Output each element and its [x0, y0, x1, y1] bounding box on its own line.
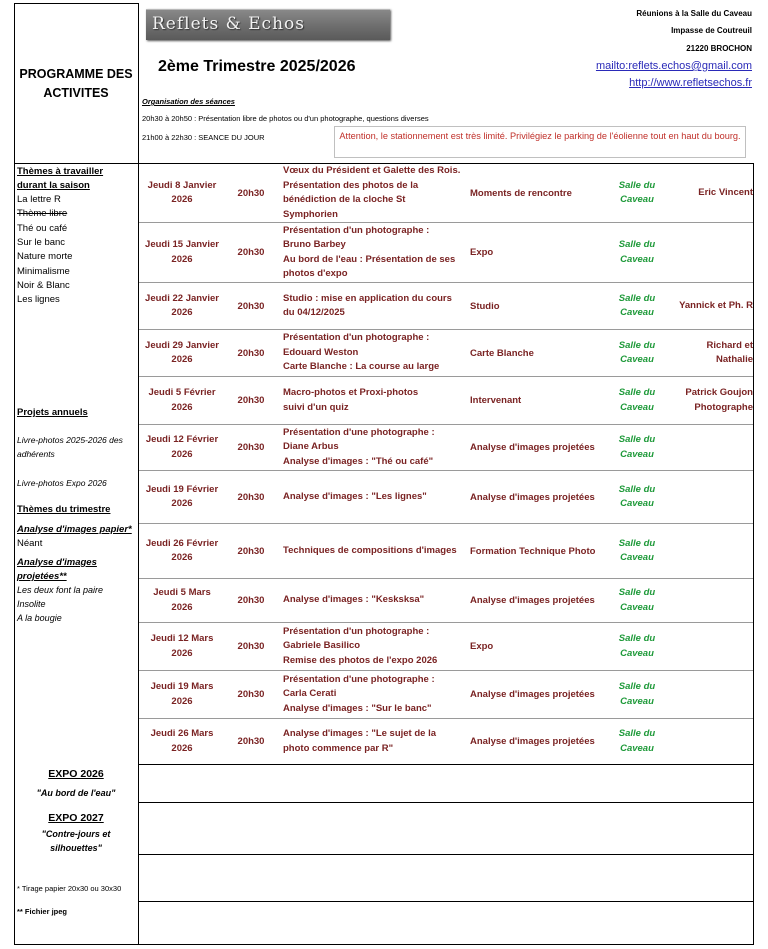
session-time: 20h30 [237, 491, 265, 503]
session-time: 20h30 [237, 300, 265, 312]
session-speaker [665, 524, 753, 578]
address-line-2: Impasse de Coutreuil [671, 26, 752, 35]
session-speaker [665, 425, 753, 470]
session-topic: Techniques de compositions d'images [283, 544, 457, 556]
session-speaker: Eric Vincent [698, 186, 753, 198]
session-date: Jeudi 26 Février 2026 [145, 537, 219, 563]
session-row [139, 377, 753, 424]
program-title: PROGRAMME DES ACTIVITES [19, 67, 133, 100]
session-row [139, 164, 753, 222]
frame-top-border [14, 3, 138, 4]
theme-item: Minimalisme [17, 266, 70, 277]
session-speaker: Patrick Goujon Photographe [685, 387, 753, 413]
session-type: Expo [470, 641, 494, 652]
reflets-echos-logo [146, 9, 390, 40]
session-place: Salle du Caveau [618, 292, 656, 318]
session-time: 20h30 [237, 736, 265, 747]
session-speaker: Yannick et Ph. R [679, 299, 753, 311]
theme-item: Nature morte [17, 251, 73, 262]
session-date: Jeudi 5 Mars 2026 [153, 587, 211, 613]
session-type: Analyse d'images projetées [470, 736, 595, 747]
projetees-item: A la bougie [17, 613, 62, 623]
session-time: 20h30 [237, 247, 265, 258]
session-place: Salle du Caveau [618, 179, 656, 205]
themes-title: Thèmes à travailler durant la saison [17, 166, 104, 192]
session-speaker [665, 579, 753, 622]
address-line-3: 21220 BROCHON [686, 44, 752, 53]
expo-2026-title: EXPO 2026 [48, 768, 104, 780]
frame-bottom-border [14, 944, 754, 945]
trimestre-title: 2ème Trimestre 2025/2026 [158, 58, 356, 75]
session-speaker [665, 719, 753, 764]
session-row [139, 425, 753, 470]
frame-right-border [753, 163, 754, 945]
session-time: 20h30 [237, 545, 265, 557]
session-place: Salle du Caveau [618, 587, 656, 613]
session-date: Jeudi 19 Février 2026 [145, 483, 219, 509]
session-row [139, 471, 753, 523]
session-speaker [665, 471, 753, 523]
row-divider [139, 901, 753, 902]
session-type: Intervenant [470, 395, 522, 406]
session-row [139, 719, 753, 764]
papier-value: Néant [17, 538, 43, 549]
session-date: Jeudi 12 Février 2026 [145, 434, 219, 460]
session-topic: Analyse d'images : "Kesksksa" [283, 594, 425, 606]
session-topic: Analyse d'images : "Le sujet de la photo commence par R" [283, 728, 437, 754]
session-topic: Macro-photos et Proxi-photos suivi d'un quiz [283, 387, 419, 413]
projetees-item: Insolite [17, 599, 46, 609]
theme-item: Les lignes [17, 294, 60, 305]
session-place: Salle du Caveau [618, 434, 656, 460]
session-row [139, 223, 753, 282]
logo-text: Reflets & Echos [152, 14, 305, 34]
session-speaker [665, 671, 753, 718]
session-type: Expo [470, 247, 494, 258]
row-divider [139, 764, 753, 765]
session-place: Salle du Caveau [618, 387, 656, 413]
theme-item: Sur le banc [17, 237, 66, 248]
session-time: 20h30 [237, 595, 265, 606]
session-place: Salle du Caveau [618, 633, 656, 659]
session-time: 20h30 [237, 689, 265, 700]
session-type: Studio [470, 300, 500, 312]
session-topic: Présentation d'une photographe : Diane Arbus Analyse d'images : "Thé ou café" [283, 426, 435, 467]
session-date: Jeudi 22 Janvier 2026 [145, 292, 219, 318]
footnote-jpeg: ** Fichier jpeg [17, 907, 68, 916]
session-type: Analyse d'images projetées [470, 595, 595, 606]
expo-2026-theme: "Au bord de l'eau" [36, 788, 116, 798]
session-time: 20h30 [237, 442, 265, 453]
email-link[interactable]: mailto:reflets.echos@gmail.com [595, 60, 752, 72]
session-row [139, 330, 753, 376]
session-time: 20h30 [237, 347, 265, 359]
website-link[interactable]: http://www.refletsechos.fr [629, 77, 752, 89]
session-place: Salle du Caveau [618, 483, 656, 509]
theme-item: Noir & Blanc [17, 280, 70, 291]
session-place: Salle du Caveau [618, 537, 656, 563]
frame-left-border [14, 3, 15, 945]
projet-item: Livre-photos Expo 2026 [17, 478, 107, 488]
theme-item-struck: Thème libre [17, 208, 68, 219]
session-topic: Analyse d'images : "Les lignes" [283, 490, 427, 502]
session-time: 20h30 [237, 641, 265, 652]
session-date: Jeudi 8 Janvier 2026 [147, 179, 217, 205]
session-type: Analyse d'images projetées [470, 491, 595, 503]
row-divider [139, 854, 753, 855]
session-place: Salle du Caveau [618, 239, 656, 265]
session-type: Formation Technique Photo [470, 545, 596, 557]
session-row [139, 623, 753, 670]
session-place: Salle du Caveau [618, 681, 656, 707]
session-speaker [665, 223, 753, 282]
session-topic: Présentation d'un photographe : Gabriele Basilico Remise des photos de l'expo 2026 [283, 625, 438, 666]
session-topic: Vœux du Président et Galette des Rois. Présentation des photos de la bénédiction de la cloche St Symphorien [283, 165, 461, 220]
organisation-title: Organisation des séances [142, 97, 235, 106]
session-time: 20h30 [237, 187, 265, 199]
session-date: Jeudi 26 Mars 2026 [150, 728, 214, 754]
session-row [139, 579, 753, 622]
session-date: Jeudi 29 Janvier 2026 [145, 339, 219, 365]
session-row [139, 283, 753, 329]
theme-item: Thé ou café [17, 223, 68, 234]
session-row [139, 524, 753, 578]
session-place: Salle du Caveau [618, 339, 656, 365]
session-date: Jeudi 5 Février 2026 [148, 387, 216, 413]
session-type: Analyse d'images projetées [470, 689, 595, 700]
theme-item: La lettre R [17, 194, 61, 205]
projetees-item: Les deux font la paire [17, 585, 104, 595]
organisation-line-1: 20h30 à 20h50 : Présentation libre de photos ou d'un photographe, questions diverses [142, 114, 429, 123]
row-divider [139, 802, 753, 803]
footnote-papier: * Tirage papier 20x30 ou 30x30 [17, 884, 122, 893]
trimestre-themes-title: Thèmes du trimestre [17, 504, 111, 515]
session-date: Jeudi 15 Janvier 2026 [145, 239, 219, 265]
projets-title: Projets annuels [17, 407, 88, 418]
parking-warning: Attention, le stationnement est très limité. Privilégiez le parking de l'éolienne tout en haut du bourg. [334, 126, 746, 158]
session-date: Jeudi 19 Mars 2026 [150, 681, 214, 707]
session-place: Salle du Caveau [618, 728, 656, 754]
session-type: Analyse d'images projetées [470, 442, 595, 453]
session-speaker [665, 623, 753, 670]
session-row [139, 671, 753, 718]
session-topic: Présentation d'un photographe : Bruno Barbey Au bord de l'eau : Présentation de ses photos d'expo [283, 224, 456, 279]
organisation-line-2: 21h00 à 22h30 : SEANCE DU JOUR [142, 133, 265, 142]
projetees-title: Analyse d'images projetées** [17, 557, 97, 583]
session-speaker: Richard et Nathalie [706, 339, 753, 365]
session-date: Jeudi 12 Mars 2026 [150, 633, 214, 659]
session-type: Moments de rencontre [470, 187, 572, 199]
address-line-1: Réunions à la Salle du Caveau [636, 9, 752, 18]
projet-item: Livre-photos 2025-2026 des adhérents [17, 435, 123, 460]
session-type: Carte Blanche [470, 347, 534, 359]
session-topic: Présentation d'une photographe : Carla Cerati Analyse d'images : "Sur le banc" [283, 673, 435, 714]
expo-2027-title: EXPO 2027 [48, 812, 104, 824]
papier-title: Analyse d'images papier* [17, 524, 132, 535]
session-topic: Présentation d'un photographe : Edouard Weston Carte Blanche : La course au large [283, 332, 440, 373]
expo-2027-theme: "Contre-jours et silhouettes" [41, 829, 111, 854]
session-topic: Studio : mise en application du cours du 04/12/2025 [283, 292, 452, 318]
session-time: 20h30 [237, 395, 265, 406]
